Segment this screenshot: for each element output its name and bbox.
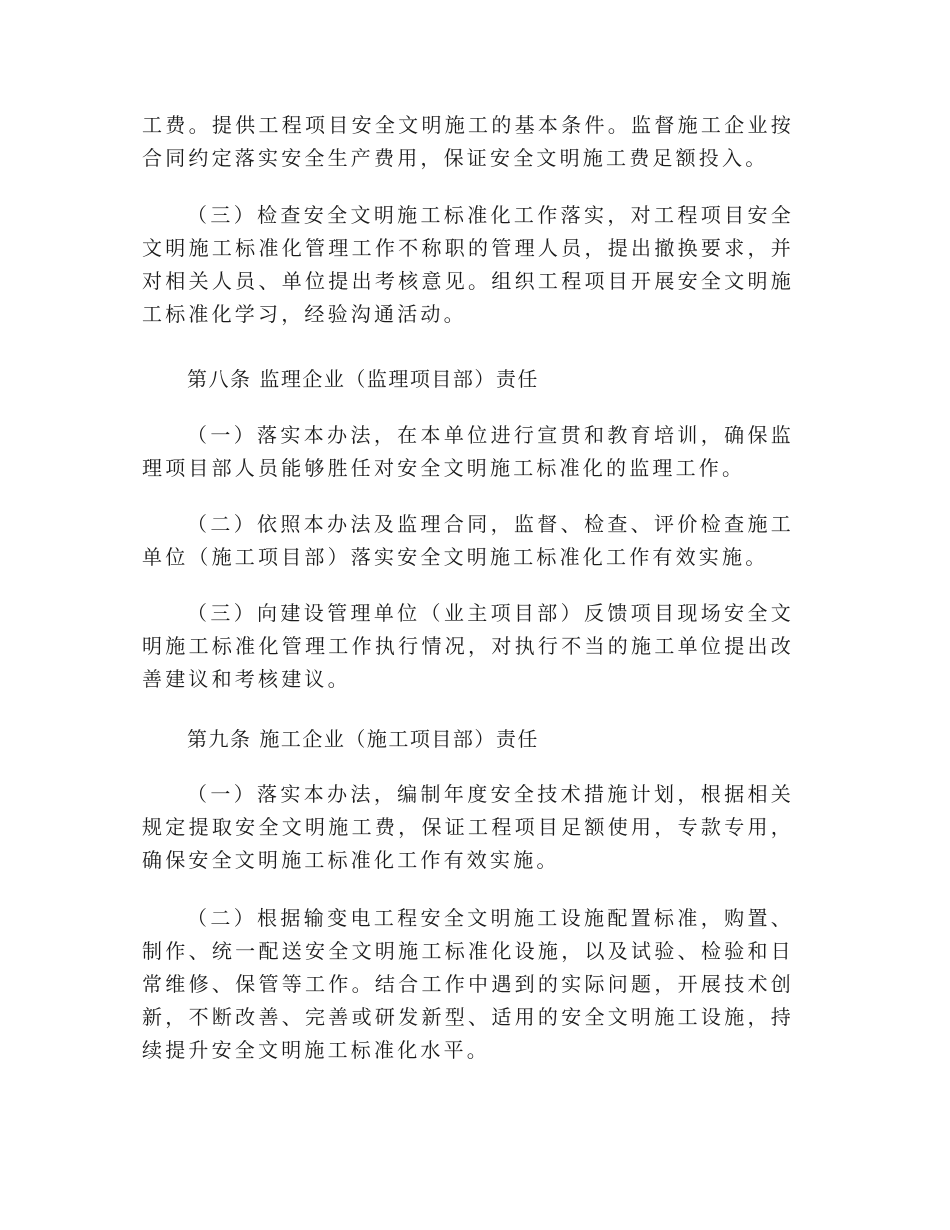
article-9-heading: 第九条 施工企业（施工项目部）责任 xyxy=(187,727,539,751)
article-8-clause-3: （三）向建设管理单位（业主项目部）反馈项目现场安全文明施工标准化管理工作执行情况，对执行不当的施工单位提出改善建议和考核建议。 xyxy=(142,601,794,691)
paragraph-clause-3-inspection: （三）检查安全文明施工标准化工作落实，对工程项目安全文明施工标准化管理工作不称职的管理人员，提出撤换要求，并对相关人员、单位提出考核意见。组织工程项目开展安全文明施工标准化学习，经验沟通活动。 xyxy=(142,203,794,326)
paragraph-continuation: 工费。提供工程项目安全文明施工的基本条件。监督施工企业按合同约定落实安全生产费用，保证安全文明施工费足额投入。 xyxy=(142,113,794,170)
article-8-heading: 第八条 监理企业（监理项目部）责任 xyxy=(187,367,539,391)
article-8-clause-2: （二）依照本办法及监理合同，监督、检查、评价检查施工单位（施工项目部）落实安全文明施工标准化工作有效实施。 xyxy=(142,512,794,569)
article-9-clause-2: （二）根据输变电工程安全文明施工设施配置标准，购置、制作、统一配送安全文明施工标准化设施，以及试验、检验和日常维修、保管等工作。结合工作中遇到的实际问题，开展技术创新，不断改善、完善或研发新型、适用的安全文明施工设施，持续提升安全文明施工标准化水平。 xyxy=(142,906,794,1062)
article-9-clause-1: （一）落实本办法，编制年度安全技术措施计划，根据相关规定提取安全文明施工费，保证工程项目足额使用，专款专用，确保安全文明施工标准化工作有效实施。 xyxy=(142,782,794,872)
article-8-clause-1: （一）落实本办法，在本单位进行宣贯和教育培训，确保监理项目部人员能够胜任对安全文明施工标准化的监理工作。 xyxy=(142,423,794,480)
